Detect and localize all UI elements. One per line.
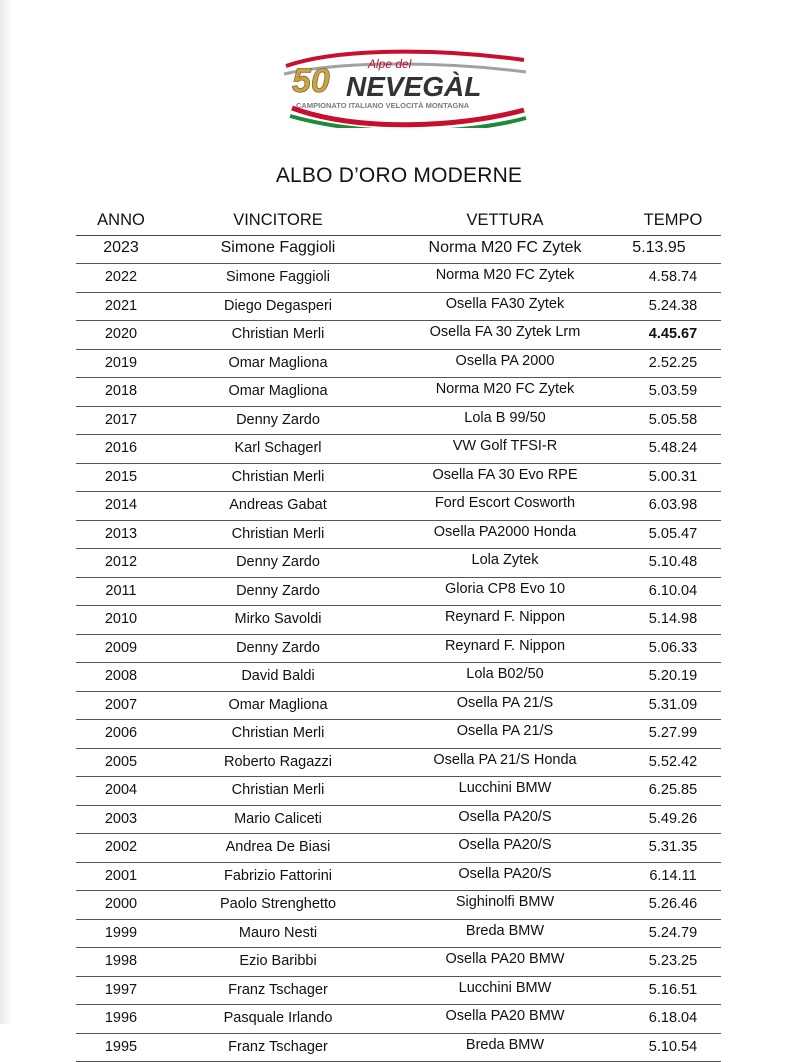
cell-vettura: Norma M20 FC Zytek bbox=[392, 381, 618, 397]
cell-anno: 2007 bbox=[76, 697, 166, 713]
cell-tempo: 5.00.31 bbox=[628, 469, 718, 485]
cell-tempo: 6.25.85 bbox=[628, 782, 718, 798]
cell-tempo: 5.05.47 bbox=[628, 526, 718, 542]
cell-vettura: Norma M20 FC Zytek bbox=[392, 267, 618, 283]
cell-vincitore: Fabrizio Fattorini bbox=[180, 868, 376, 884]
cell-anno: 2016 bbox=[76, 440, 166, 456]
cell-vincitore: Christian Merli bbox=[180, 526, 376, 542]
table-row bbox=[76, 264, 721, 293]
cell-anno: 2002 bbox=[76, 839, 166, 855]
cell-vincitore: Christian Merli bbox=[180, 782, 376, 798]
table-row bbox=[76, 578, 721, 607]
cell-anno: 1995 bbox=[76, 1039, 166, 1055]
cell-vincitore: Denny Zardo bbox=[180, 640, 376, 656]
cell-anno: 2015 bbox=[76, 469, 166, 485]
page-edge-shadow bbox=[0, 0, 12, 1024]
table-row bbox=[76, 407, 721, 436]
table-row bbox=[76, 378, 721, 407]
results-table bbox=[76, 236, 721, 1062]
cell-vettura: Osella PA2000 Honda bbox=[392, 524, 618, 540]
cell-anno: 2020 bbox=[76, 326, 166, 342]
cell-tempo: 5.24.79 bbox=[628, 925, 718, 941]
cell-vettura: Osella PA 21/S bbox=[392, 695, 618, 711]
table-row bbox=[76, 1005, 721, 1034]
cell-tempo: 5.16.51 bbox=[628, 982, 718, 998]
table-row bbox=[76, 464, 721, 493]
cell-vincitore: Christian Merli bbox=[180, 326, 376, 342]
table-row bbox=[76, 834, 721, 863]
cell-anno: 2014 bbox=[76, 497, 166, 513]
cell-vincitore: Mirko Savoldi bbox=[180, 611, 376, 627]
cell-vincitore: David Baldi bbox=[180, 668, 376, 684]
cell-vincitore: Franz Tschager bbox=[180, 982, 376, 998]
cell-vincitore: Ezio Baribbi bbox=[180, 953, 376, 969]
cell-vincitore: Mario Caliceti bbox=[180, 811, 376, 827]
table-row bbox=[76, 1034, 721, 1062]
cell-tempo: 5.27.99 bbox=[628, 725, 718, 741]
cell-vincitore: Karl Schagerl bbox=[180, 440, 376, 456]
cell-vettura: Osella PA 21/S Honda bbox=[392, 752, 618, 768]
cell-anno: 2006 bbox=[76, 725, 166, 741]
cell-vettura: Breda BMW bbox=[392, 1037, 618, 1053]
cell-tempo: 5.10.48 bbox=[628, 554, 718, 570]
cell-tempo: 6.14.11 bbox=[628, 868, 718, 884]
event-logo bbox=[278, 46, 530, 128]
cell-tempo: 4.58.74 bbox=[628, 269, 718, 285]
cell-vincitore: Pasquale Irlando bbox=[180, 1010, 376, 1026]
header-vincitore: VINCITORE bbox=[180, 211, 376, 230]
cell-vettura: Osella FA 30 Zytek Lrm bbox=[392, 324, 618, 340]
cell-vincitore: Denny Zardo bbox=[180, 554, 376, 570]
cell-tempo: 5.03.59 bbox=[628, 383, 718, 399]
cell-vincitore: Mauro Nesti bbox=[180, 925, 376, 941]
cell-tempo: 6.10.04 bbox=[628, 583, 718, 599]
table-row bbox=[76, 521, 721, 550]
cell-vettura: Breda BMW bbox=[392, 923, 618, 939]
cell-anno: 2009 bbox=[76, 640, 166, 656]
cell-vincitore: Paolo Strenghetto bbox=[180, 896, 376, 912]
cell-anno: 2023 bbox=[76, 239, 166, 257]
cell-vettura: Osella FA30 Zytek bbox=[392, 296, 618, 312]
page-title: ALBO D’ORO MODERNE bbox=[0, 164, 798, 188]
cell-vettura: Lucchini BMW bbox=[392, 780, 618, 796]
cell-anno: 2000 bbox=[76, 896, 166, 912]
cell-anno: 2003 bbox=[76, 811, 166, 827]
logo-number: 50 bbox=[292, 62, 330, 100]
cell-anno: 2017 bbox=[76, 412, 166, 428]
header-vettura: VETTURA bbox=[392, 211, 618, 230]
cell-anno: 2011 bbox=[76, 583, 166, 599]
cell-tempo: 5.20.19 bbox=[628, 668, 718, 684]
table-row bbox=[76, 891, 721, 920]
cell-vettura: Osella PA 2000 bbox=[392, 353, 618, 369]
table-row bbox=[76, 635, 721, 664]
cell-tempo: 5.06.33 bbox=[628, 640, 718, 656]
table-row bbox=[76, 350, 721, 379]
cell-anno: 2001 bbox=[76, 868, 166, 884]
cell-vettura: Reynard F. Nippon bbox=[392, 609, 618, 625]
logo-name: NEVEGÀL bbox=[346, 71, 481, 102]
cell-vincitore: Andreas Gabat bbox=[180, 497, 376, 513]
table-row bbox=[76, 863, 721, 892]
cell-vincitore: Roberto Ragazzi bbox=[180, 754, 376, 770]
cell-anno: 2004 bbox=[76, 782, 166, 798]
cell-tempo: 5.13.95 bbox=[614, 239, 704, 257]
cell-tempo: 2.52.25 bbox=[628, 355, 718, 371]
cell-vincitore: Simone Faggioli bbox=[180, 239, 376, 257]
cell-tempo: 5.23.25 bbox=[628, 953, 718, 969]
cell-vettura: Lucchini BMW bbox=[392, 980, 618, 996]
cell-vettura: Osella PA20/S bbox=[392, 837, 618, 853]
cell-vincitore: Christian Merli bbox=[180, 469, 376, 485]
table-row bbox=[76, 435, 721, 464]
cell-vincitore: Omar Magliona bbox=[180, 355, 376, 371]
cell-tempo: 5.31.35 bbox=[628, 839, 718, 855]
cell-anno: 1998 bbox=[76, 953, 166, 969]
cell-vincitore: Diego Degasperi bbox=[180, 298, 376, 314]
header-anno: ANNO bbox=[76, 211, 166, 230]
cell-tempo: 5.48.24 bbox=[628, 440, 718, 456]
logo-prefix: Alpe del bbox=[367, 57, 412, 71]
nevegal-logo-graphic bbox=[278, 46, 530, 128]
table-row bbox=[76, 720, 721, 749]
cell-tempo: 4.45.67 bbox=[628, 326, 718, 342]
cell-vincitore: Denny Zardo bbox=[180, 412, 376, 428]
cell-vincitore: Simone Faggioli bbox=[180, 269, 376, 285]
table-row bbox=[76, 777, 721, 806]
cell-vettura: Osella PA 21/S bbox=[392, 723, 618, 739]
cell-vettura: Gloria CP8 Evo 10 bbox=[392, 581, 618, 597]
cell-tempo: 5.49.26 bbox=[628, 811, 718, 827]
cell-vincitore: Christian Merli bbox=[180, 725, 376, 741]
cell-vincitore: Franz Tschager bbox=[180, 1039, 376, 1055]
cell-vettura: VW Golf TFSI-R bbox=[392, 438, 618, 454]
cell-anno: 2012 bbox=[76, 554, 166, 570]
cell-anno: 2019 bbox=[76, 355, 166, 371]
cell-tempo: 6.18.04 bbox=[628, 1010, 718, 1026]
cell-anno: 1999 bbox=[76, 925, 166, 941]
cell-vincitore: Denny Zardo bbox=[180, 583, 376, 599]
cell-tempo: 5.52.42 bbox=[628, 754, 718, 770]
cell-tempo: 5.14.98 bbox=[628, 611, 718, 627]
cell-anno: 2021 bbox=[76, 298, 166, 314]
cell-vettura: Lola B02/50 bbox=[392, 666, 618, 682]
cell-vettura: Norma M20 FC Zytek bbox=[392, 239, 618, 257]
cell-tempo: 5.26.46 bbox=[628, 896, 718, 912]
cell-anno: 2005 bbox=[76, 754, 166, 770]
table-row bbox=[76, 663, 721, 692]
table-row bbox=[76, 806, 721, 835]
cell-vincitore: Omar Magliona bbox=[180, 697, 376, 713]
cell-anno: 2013 bbox=[76, 526, 166, 542]
logo-subtitle: CAMPIONATO ITALIANO VELOCITÀ MONTAGNA bbox=[296, 101, 470, 110]
cell-vincitore: Omar Magliona bbox=[180, 383, 376, 399]
cell-vettura: Osella FA 30 Evo RPE bbox=[392, 467, 618, 483]
cell-tempo: 5.10.54 bbox=[628, 1039, 718, 1055]
cell-vettura: Osella PA20 BMW bbox=[392, 1008, 618, 1024]
cell-vettura: Osella PA20/S bbox=[392, 809, 618, 825]
cell-vettura: Lola Zytek bbox=[392, 552, 618, 568]
header-tempo: TEMPO bbox=[628, 211, 718, 230]
cell-anno: 1997 bbox=[76, 982, 166, 998]
cell-anno: 2008 bbox=[76, 668, 166, 684]
cell-tempo: 6.03.98 bbox=[628, 497, 718, 513]
table-row bbox=[76, 549, 721, 578]
table-row bbox=[76, 293, 721, 322]
cell-tempo: 5.24.38 bbox=[628, 298, 718, 314]
table-row bbox=[76, 920, 721, 949]
cell-tempo: 5.05.58 bbox=[628, 412, 718, 428]
table-row bbox=[76, 977, 721, 1006]
cell-vettura: Osella PA20 BMW bbox=[392, 951, 618, 967]
cell-anno: 2010 bbox=[76, 611, 166, 627]
cell-vettura: Sighinolfi BMW bbox=[392, 894, 618, 910]
cell-anno: 1996 bbox=[76, 1010, 166, 1026]
cell-anno: 2018 bbox=[76, 383, 166, 399]
table-row bbox=[76, 948, 721, 977]
table-row bbox=[76, 321, 721, 350]
cell-anno: 2022 bbox=[76, 269, 166, 285]
cell-vettura: Osella PA20/S bbox=[392, 866, 618, 882]
table-row bbox=[76, 606, 721, 635]
table-row bbox=[76, 692, 721, 721]
cell-vettura: Lola B 99/50 bbox=[392, 410, 618, 426]
table-row bbox=[76, 492, 721, 521]
cell-vettura: Reynard F. Nippon bbox=[392, 638, 618, 654]
cell-vincitore: Andrea De Biasi bbox=[180, 839, 376, 855]
table-row bbox=[76, 236, 721, 264]
table-row bbox=[76, 749, 721, 778]
cell-vettura: Ford Escort Cosworth bbox=[392, 495, 618, 511]
cell-tempo: 5.31.09 bbox=[628, 697, 718, 713]
